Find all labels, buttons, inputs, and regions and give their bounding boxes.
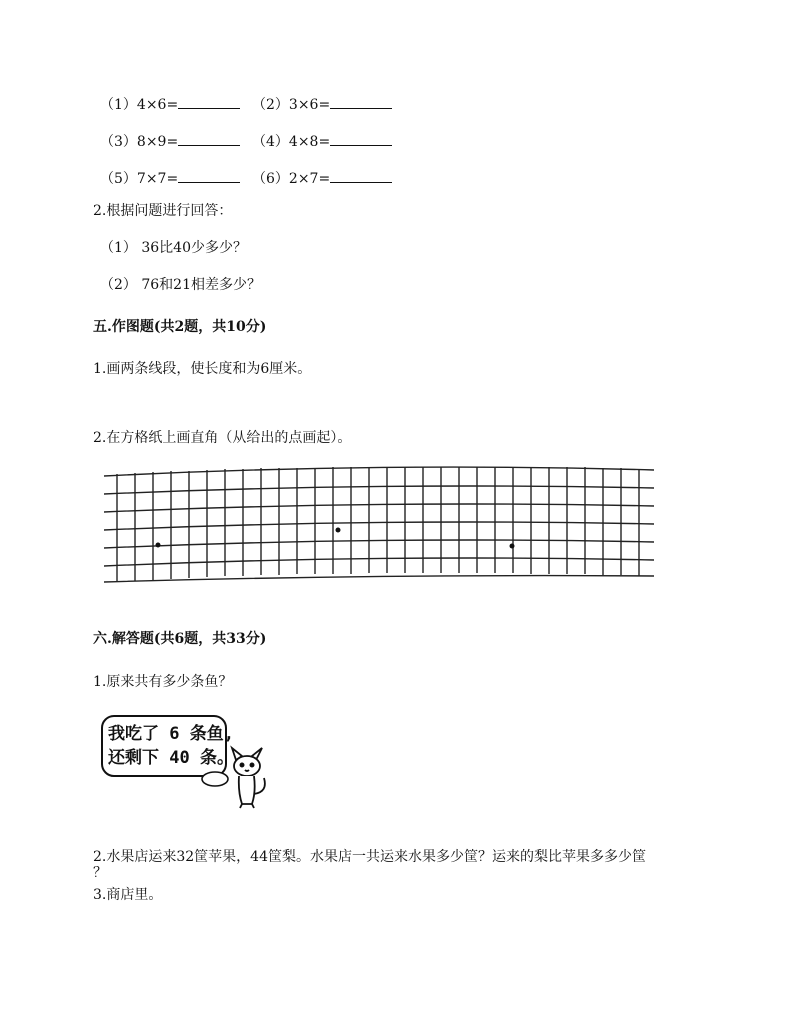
question-number: （3） — [100, 134, 137, 150]
question-number: （5） — [100, 171, 137, 187]
start-point-1 — [156, 543, 161, 548]
answer-blank[interactable] — [178, 94, 240, 109]
mult-q3 — [100, 131, 240, 151]
section6-p3: 3.商店里。 — [93, 887, 163, 903]
question-number: （6） — [252, 171, 289, 187]
question-number: （1） — [100, 97, 137, 113]
answer-blank[interactable] — [330, 131, 392, 146]
q2-sub2: （2） 76和21相差多少？ — [100, 277, 261, 293]
mult-q6 — [252, 168, 392, 188]
bubble-line-2: 还剩下 40 条。 — [108, 748, 234, 768]
section5-p1: 1.画两条线段，使长度和为6厘米。 — [93, 361, 312, 377]
thought-bubble — [202, 772, 228, 786]
section6-p2: 2.水果店运来32筐苹果，44筐梨。水果店一共运来水果多少筐？运来的梨比苹果多多少筐 — [93, 849, 646, 865]
expression: 2×7= — [288, 171, 331, 187]
section6-heading: 六.解答题(共6题，共33分) — [93, 631, 267, 647]
expression: 4×6= — [136, 97, 179, 113]
answer-blank[interactable] — [178, 131, 240, 146]
question-number: （2） — [252, 97, 289, 113]
mult-q5 — [100, 168, 240, 188]
section5-p2: 2.在方格纸上画直角（从给出的点画起）。 — [93, 430, 352, 446]
expression: 3×6= — [288, 97, 331, 113]
question-number: （4） — [252, 134, 289, 150]
section5-heading: 五.作图题(共2题，共10分) — [93, 319, 267, 335]
answer-blank[interactable] — [178, 168, 240, 183]
grid-paper[interactable] — [98, 462, 658, 590]
expression: 7×7= — [136, 171, 179, 187]
section6-p2-continuation: ？ — [93, 865, 107, 881]
cat-icon — [232, 748, 265, 808]
start-point-3 — [510, 544, 515, 549]
expression: 8×9= — [136, 134, 179, 150]
section6-p1: 1.原来共有多少条鱼？ — [93, 674, 233, 690]
q2-title: 2.根据问题进行回答： — [93, 203, 233, 219]
mult-q1 — [100, 94, 240, 114]
cat-speech-illustration — [96, 712, 286, 812]
answer-blank[interactable] — [330, 168, 392, 183]
bubble-line-1: 我吃了 6 条鱼, — [108, 724, 234, 744]
q2-sub1: （1） 36比40少多少？ — [100, 240, 247, 256]
answer-blank[interactable] — [330, 94, 392, 109]
mult-q4 — [252, 131, 392, 151]
start-point-2 — [336, 528, 341, 533]
mult-q2 — [252, 94, 392, 114]
expression: 4×8= — [288, 134, 331, 150]
